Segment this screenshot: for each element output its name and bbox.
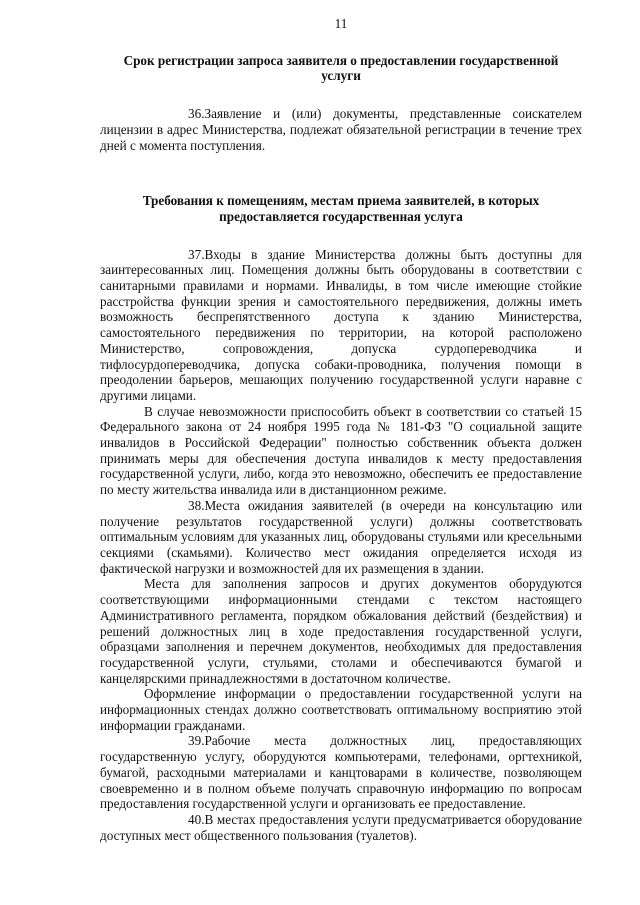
- paragraph-40: [100, 812, 582, 843]
- paragraph-38: [100, 498, 582, 577]
- paragraph-text: Заявление и (или) документы, представленные соискателем лицензии в адрес Министерства, подлежат обязательной регистрации в течение трех дней с момента поступления.: [100, 106, 582, 153]
- paragraph-number: 39.: [188, 733, 205, 749]
- paragraph-text: Рабочие места должностных лиц, предоставляющих государственную услугу, оборудуются компьютерами, телефонами, оргтехникой, бумагой, расходными материалами и канцтоварами в количестве, позволяющем своевременно и в полном объеме получать справочную информацию по вопросам предоставления государственной услуги и организовать ее предоставление.: [100, 733, 582, 812]
- paragraph-text: Места ожидания заявителей (в очереди на консультацию или получение результатов государственной услуги) должны соответствовать оптимальным условиям для указанных лиц, оборудованы стульями или кресельными секциями (скамьями). Количество мест ожидания определяется исходя из фактической нагрузки и возможностей для их размещения в здании.: [100, 497, 582, 576]
- section-heading-registration-term: Срок регистрации запроса заявителя о предоставлении государственной услуги: [123, 52, 559, 84]
- paragraph-37: [100, 247, 582, 404]
- paragraph-38-info-stands: Оформление информации о предоставлении государственной услуги на информационных стендах должно соответствовать оптимальному восприятию этой информации гражданами.: [100, 686, 582, 733]
- paragraph-number: 37.: [188, 246, 205, 262]
- section-heading-premises-requirements: Требования к помещениям, местам приема заявителей, в которых предоставляется государственная услуга: [142, 193, 540, 224]
- paragraph-text: Входы в здание Министерства должны быть доступны для заинтересованных лиц. Помещения должны быть оборудованы в соответствии с санитарными правилами и нормами. Инвалиды, в том числе имеющие стойкие расстройства функции зрения и самостоятельного передвижения, должны иметь возможность беспрепятственного доступа к зданию Министерства, самостоятельного передвижения по территории, на которой расположено Министерство, сопровождения, допуска сурдопереводчика и тифлосурдопереводчика, допуска собаки-проводника, получения помощи в преодолении барьеров, мешающих получению государственной услуги наравне с другими лицами.: [100, 246, 582, 403]
- paragraph-number: 40.: [188, 811, 205, 827]
- paragraph-36: [100, 106, 582, 153]
- paragraph-number: 36.: [188, 106, 205, 122]
- paragraph-number: 38.: [188, 497, 205, 513]
- page-number: 11: [334, 16, 348, 31]
- paragraph-text: В местах предоставления услуги предусматривается оборудование доступных мест общественного пользования (туалетов).: [100, 811, 582, 843]
- paragraph-38-forms-area: Места для заполнения запросов и других документов оборудуются соответствующими информационными стендами с текстом настоящего Административного регламента, порядком обжалования действий (бездействия) и решений должностных лиц в ходе предоставления государственной услуги, образцами заполнения и перечнем документов, необходимых для предоставления государственной услуги, стульями, столами и обеспечиваются бумагой и канцелярскими принадлежностями в достаточном количестве.: [100, 576, 582, 686]
- paragraph-39: [100, 733, 582, 812]
- paragraph-37-continuation: В случае невозможности приспособить объект в соответствии со статьей 15 Федерального закона от 24 ноября 1995 года № 181-ФЗ "О социальной защите инвалидов в Российской Федерации" полностью собственник объекта должен принимать меры для обеспечения доступа инвалидов к месту предоставления государственной услуги, либо, когда это невозможно, обеспечить ее предоставление по месту жительства инвалида или в дистанционном режиме.: [100, 403, 582, 498]
